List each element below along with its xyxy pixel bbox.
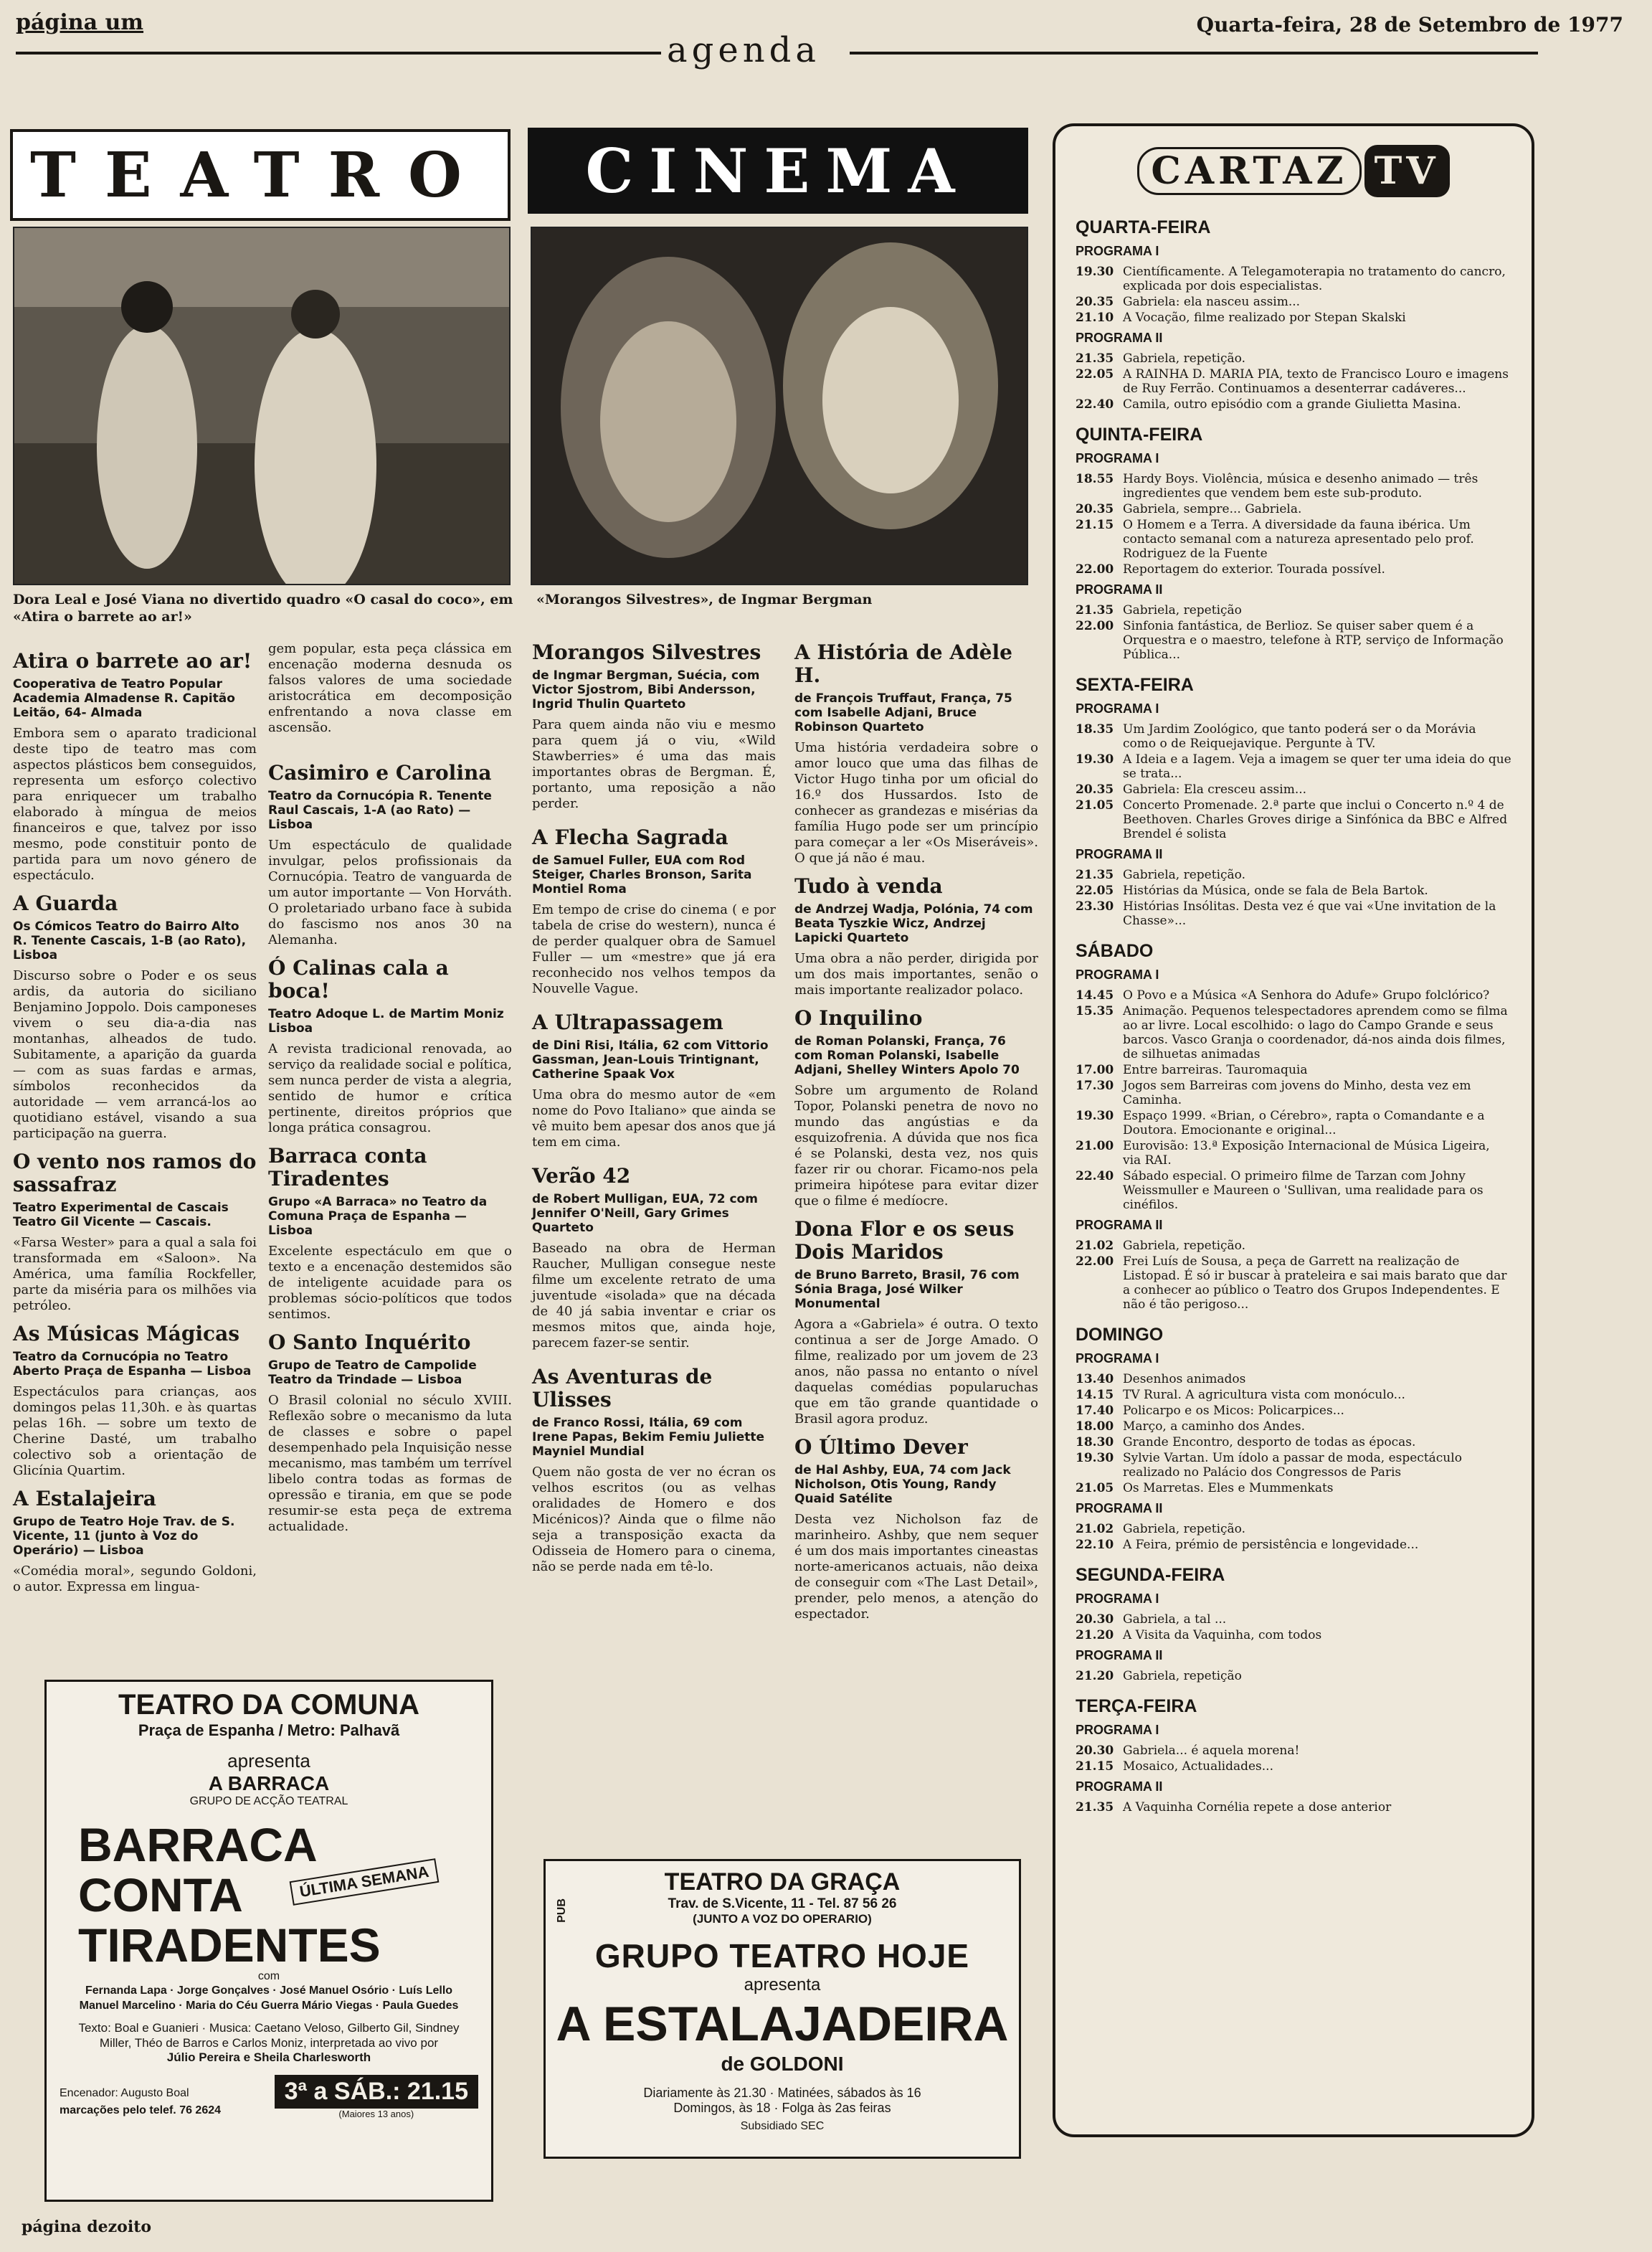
tv-listing-time: 23.30	[1076, 899, 1114, 914]
tv-listing	[1076, 752, 1511, 781]
item-body: Excelente espectáculo em que o texto e a encenação destemidos são de inteligente acuidade para os problemas sócio-políticos que todos sentimos.	[268, 1244, 512, 1322]
tv-listing-description: Entre barreiras. Tauromaquia	[1123, 1063, 1308, 1077]
tv-listing	[1076, 619, 1511, 662]
tv-listing	[1076, 351, 1511, 366]
item-body: Discurso sobre o Poder e os seus ardis, da autoria do siciliano Benjamino Joppolo. Dois camponeses vivem o seu dia-a-dia nas montanhas, alheados de tudo. Subitamente, a aparição da guarda — com as suas fardas e armas, símbolos reconhecidos da autoridade — vem arrancá-los ao quotidiano estável, visando a sua participação na guerra.	[13, 968, 257, 1141]
tv-listing	[1076, 1063, 1511, 1077]
tv-listing	[1076, 798, 1511, 841]
tv-listing-description: Histórias Insólitas. Desta vez é que vai «Une invitation de la Chasse»...	[1123, 899, 1496, 928]
cinema-column-1	[532, 637, 776, 1584]
tv-listing	[1076, 1239, 1511, 1253]
tv-listing-time: 21.00	[1076, 1139, 1114, 1153]
teatro-item-9	[268, 1331, 512, 1535]
tv-listing	[1076, 1169, 1511, 1212]
item-body: Um espectáculo de qualidade invulgar, pelos profissionais da Cornucópia. Teatro de vanguarda de um autor importante — Von Horváth. O proletariado urbano face à subida do fascismo nos anos 30 na Alemanha.	[268, 838, 512, 947]
section-title: agenda	[667, 30, 821, 70]
masthead-left: página um	[16, 10, 144, 35]
item-title: Atira o barrete ao ar!	[13, 649, 252, 673]
cartaz-tv-box	[1053, 123, 1534, 2137]
tv-listing-time: 21.20	[1076, 1669, 1114, 1683]
cinema-item-10	[794, 1436, 1038, 1622]
item-meta: Grupo «A Barraca» no Teatro da Comuna Praça de Espanha — Lisboa	[268, 1195, 488, 1238]
tv-listing-description: Concerto Promenade. 2.ª parte que inclui o Concerto n.º 4 de Beethoven. Charles Groves dirige a Sinfónica da BBC e Alfred Brendel é solista	[1123, 798, 1508, 841]
tv-listing-description: Grande Encontro, desporto de todas as épocas.	[1123, 1435, 1416, 1449]
item-title: As Aventuras de Ulisses	[532, 1365, 713, 1411]
tv-listing-time: 21.02	[1076, 1522, 1114, 1536]
item-meta: Cooperativa de Teatro Popular Academia Almadense R. Capitão Leitão, 64- Almada	[13, 677, 235, 720]
item-body: O Brasil colonial no século XVIII. Reflexão sobre o mecanismo da luta de classes e sobre o papel desempenhado pela Inquisição nesse mecanismo, mas também um terrível libelo contra todas as formas de opressão e tirania, em que se pode resumir-se esta peça de extrema actualidade.	[268, 1393, 512, 1534]
item-title: Morangos Silvestres	[532, 640, 761, 664]
tv-listing-description: A RAINHA D. MARIA PIA, texto de Francisco Louro e imagens de Ruy Ferrão. Continuamos a desenterrar cadáveres...	[1123, 367, 1509, 396]
tv-listing-time: 22.40	[1076, 1169, 1114, 1183]
tv-listing-description: Gabriela, repetição.	[1123, 351, 1245, 366]
item-body: Espectáculos para crianças, aos domingos pelas 11,30h. e às quartas pelas 16h. — sobre um texto de Cherine Dasté, um trabalho colectivo sob a orientação de Glicínia Quartim.	[13, 1384, 257, 1478]
tv-listing-description: Um Jardim Zoológico, que tanto poderá ser o da Morávia como o de Reiquejavique. Pergunte à TV.	[1123, 722, 1476, 751]
item-title: Barraca conta Tiradentes	[268, 1144, 427, 1191]
item-meta: de Bruno Barreto, Brasil, 76 com Sónia Braga, José Wilker Monumental	[794, 1268, 1020, 1311]
tv-listing-time: 20.35	[1076, 502, 1114, 516]
tv-listing-time: 21.20	[1076, 1628, 1114, 1642]
ad-teatro-da-graca	[543, 1859, 1021, 2159]
tv-listing-time: 14.15	[1076, 1388, 1114, 1402]
tv-listing-description: Gabriela... é aquela morena!	[1123, 1744, 1300, 1758]
tv-listing-time: 22.00	[1076, 1254, 1114, 1269]
tv-day-heading: TERÇA-FEIRA	[1076, 1696, 1197, 1716]
tv-listing-time: 21.05	[1076, 1481, 1114, 1495]
tv-listing-time: 21.02	[1076, 1239, 1114, 1253]
tv-listing	[1076, 472, 1511, 501]
item-meta: Teatro da Cornucópia no Teatro Aberto Praça de Espanha — Lisboa	[13, 1350, 252, 1378]
tv-listing-description: A Vaquinha Cornélia repete a dose anterior	[1123, 1800, 1392, 1815]
item-meta: de Samuel Fuller, EUA com Rod Steiger, Charles Bronson, Sarita Montiel Roma	[532, 853, 752, 896]
item-title: A Flecha Sagrada	[532, 825, 728, 849]
tv-listing-time: 21.35	[1076, 351, 1114, 366]
tv-listing-description: Gabriela, repetição.	[1123, 868, 1245, 882]
item-meta: de Hal Ashby, EUA, 74 com Jack Nicholson, Otis Young, Randy Quaid Satélite	[794, 1463, 1011, 1506]
cinema-item-8	[794, 1007, 1038, 1209]
cinema-item-1	[532, 641, 776, 812]
item-body: gem popular, esta peça clássica em encenação moderna desnuda os falsos valores de uma sociedade aristocrática em decomposição enfrentando a nova classe em ascensão.	[268, 641, 512, 735]
tv-listing-time: 18.55	[1076, 472, 1114, 486]
tv-program-heading: PROGRAMA I	[1076, 967, 1159, 982]
ad-graca-group: GRUPO TEATRO HOJE	[594, 1937, 970, 1974]
tv-listing	[1076, 518, 1511, 561]
tv-listing-time: 14.45	[1076, 988, 1114, 1003]
tv-listing	[1076, 1800, 1511, 1815]
item-body: «Farsa Wester» para a qual a sala foi transformada em «Saloon». Na América, uma família Rockfeller, parte da miséria para os milhões via petróleo.	[13, 1235, 257, 1313]
tv-listing	[1076, 899, 1511, 928]
item-title: Dona Flor e os seus Dois Maridos	[794, 1217, 1015, 1264]
tv-listing-description: Científicamente. A Telegamoterapia no tratamento do cancro, explicada por dois especialistas.	[1123, 265, 1506, 293]
tv-listing-time: 21.35	[1076, 1800, 1114, 1815]
tv-listing-description: Reportagem do exterior. Tourada possível.	[1123, 562, 1385, 577]
item-body: Sobre um argumento de Roland Topor, Polanski penetra de novo no mundo das angústias e da esquizofrenia. A dúvida que nos fica é se Polanski, desta vez, nos quis fazer rir ou chorar. Ficamo-nos pela primeira hipótese para evitar dizer que o filme é medíocre.	[794, 1083, 1038, 1208]
item-title: Tudo à venda	[794, 874, 943, 898]
tv-listing-time: 22.05	[1076, 884, 1114, 898]
item-meta: de Dini Risi, Itália, 62 com Vittorio Gassman, Jean-Louis Trintignant, Catherine Spaak Vox	[532, 1039, 769, 1082]
item-title: Verão 42	[532, 1164, 631, 1188]
teatro-item-3	[13, 1150, 257, 1314]
item-body: Em tempo de crise do cinema ( e por tabela de crise do western), nunca é de perder qualquer obra de Samuel Fuller — um «mestre» que já era reconhecido nos velhos tempos da Nouvelle Vague.	[532, 902, 776, 996]
tv-listing	[1076, 603, 1511, 618]
tv-day-heading: QUARTA-FEIRA	[1076, 217, 1211, 237]
tv-listing	[1076, 1109, 1511, 1137]
tv-program-heading: PROGRAMA II	[1076, 331, 1163, 345]
item-meta: Grupo de Teatro Hoje Trav. de S. Vicente, 11 (junto à Voz do Operário) — Lisboa	[13, 1515, 235, 1558]
ad-comuna-stamp: ÚLTIMA SEMANA	[290, 1858, 440, 1906]
tv-day-heading: SEXTA-FEIRA	[1076, 675, 1194, 695]
cinema-column-2	[794, 637, 1038, 1631]
tv-listing	[1076, 295, 1511, 309]
masthead-rule-right	[850, 52, 1538, 55]
item-title: A História de Adèle H.	[794, 640, 1012, 687]
tv-listing-description: Espaço 1999. «Brian, o Cérebro», rapta o Comandante e a Doutora. Emocionante e original...	[1123, 1109, 1485, 1137]
item-body: Para quem ainda não viu e mesmo para quem já o viu, «Wild Stawberries» é uma das mais importantes obras de Bergman. É, portanto, uma reposição a não perder.	[532, 717, 776, 811]
tv-listing-time: 17.40	[1076, 1404, 1114, 1418]
tv-listing-time: 21.35	[1076, 868, 1114, 882]
tv-listing-description: Animação. Pequenos telespectadores aprendem como se filma ao ar livre. Local escolhido: o lago do Campo Grande e seus barcos. Vasco Granja o coordenador, dá-nos ainda dois filmes, de silhuetas animadas	[1123, 1004, 1508, 1061]
item-meta: de Roman Polanski, França, 76 com Roman Polanski, Isabelle Adjani, Shelley Winters Apolo 70	[794, 1034, 1020, 1077]
tv-program-heading: PROGRAMA I	[1076, 1351, 1159, 1366]
tv-listing-description: Camila, outro episódio com a grande Giulietta Masina.	[1123, 397, 1461, 412]
tv-program-heading: PROGRAMA I	[1076, 1591, 1159, 1606]
cinema-header	[528, 128, 1028, 214]
tv-listing	[1076, 1435, 1511, 1449]
tv-listing-description: Gabriela: ela nasceu assim...	[1123, 295, 1301, 309]
teatro-header	[10, 129, 511, 221]
tv-listing-time: 20.35	[1076, 782, 1114, 797]
ad-graca-address: Trav. de S.Vicente, 11 - Tel. 87 56 26	[668, 1896, 897, 1911]
tv-listing	[1076, 265, 1511, 293]
teatro-item-4	[13, 1323, 257, 1479]
tv-listing-description: A Visita da Vaquinha, com todos	[1123, 1628, 1322, 1642]
item-body: Agora a «Gabriela» é outra. O texto continua a ser de Jorge Amado. O filme, realizado por um jovem de 23 anos, não passa no entanto o nível daquelas comédias popularuchas que em tão grande quantidade o Brasil agora produz.	[794, 1317, 1038, 1427]
tv-listing-time: 20.30	[1076, 1612, 1114, 1627]
tv-listing-time: 21.05	[1076, 798, 1114, 813]
tv-listing-description: Frei Luís de Sousa, a peça de Garrett na realização de Listopad. É só ir buscar à prateleira e sai mais barato que dar a conhecer ao público o Teatro dos Grupos Independentes. E não é tão perigoso...	[1123, 1254, 1507, 1312]
tv-listing	[1076, 1404, 1511, 1418]
tv-listing-description: Sábado especial. O primeiro filme de Tarzan com Johny Weissmuller e Maureen o 'Sullivan, uma realidade para os cinéfilos.	[1123, 1169, 1484, 1212]
teatro-photo-caption: Dora Leal e José Viana no divertido quadro «O casal do coco», em «Atira o barrete ao ar!»	[13, 592, 513, 625]
tv-day-heading: SEGUNDA-FEIRA	[1076, 1565, 1225, 1585]
tv-listing-time: 21.15	[1076, 1759, 1114, 1774]
tv-listing	[1076, 1481, 1511, 1495]
tv-listing	[1076, 1372, 1511, 1386]
cinema-item-5	[532, 1366, 776, 1575]
ad-comuna-cast: Fernanda Lapa · Jorge Gonçalves · José Manuel Osório · Luís Lello Manuel Marcelino · Maria do Céu Guerra Mário Viegas · Paula Guedes	[79, 1984, 459, 2012]
item-title: Ó Calinas cala a boca!	[268, 956, 449, 1003]
tv-listing	[1076, 562, 1511, 577]
item-meta: de Robert Mulligan, EUA, 72 com Jennifer O'Neill, Gary Grimes Quarteto	[532, 1192, 758, 1235]
teatro-column-1	[13, 645, 257, 1604]
tv-listing	[1076, 1612, 1511, 1627]
item-meta: Teatro da Cornucópia R. Tenente Raul Cascais, 1-A (ao Rato) — Lisboa	[268, 789, 492, 832]
cinema-item-4	[532, 1165, 776, 1351]
cinema-item-9	[794, 1218, 1038, 1427]
item-title: A Estalajeira	[13, 1487, 156, 1510]
item-title: O Último Dever	[794, 1435, 968, 1459]
tv-listing-description: Sinfonia fantástica, de Berlioz. Se quiser saber quem é a Orquestra e o maestro, telefone à RTP, serviço de Informação Pública...	[1123, 619, 1504, 662]
item-title: As Músicas Mágicas	[13, 1322, 239, 1345]
tv-listing-description: Gabriela, a tal ...	[1123, 1612, 1227, 1627]
item-body: Uma obra a não perder, dirigida por um dos mais importantes, senão o mais importante realizador polaco.	[794, 951, 1038, 998]
tv-listing-description: A Ideia e a Iagem. Veja a imagem se quer ter uma ideia do que se trata...	[1123, 752, 1511, 781]
item-body: Embora sem o aparato tradicional deste tipo de teatro mas com aspectos plásticos bem conseguidos, representa um esforço colectivo para enriquecer um trabalho elaborado à míngua de meios financeiros e que, talvez por isso mesmo, pode constituir ponto de partida para um novo género de espectáculo.	[13, 726, 257, 883]
ad-comuna-group-sub: GRUPO DE ACÇÃO TEATRAL	[189, 1795, 348, 1807]
tv-listing	[1076, 1419, 1511, 1434]
tv-day-heading: DOMINGO	[1076, 1325, 1164, 1345]
ad-comuna-com: com	[257, 1970, 280, 1982]
tv-listing-description: Gabriela, repetição.	[1123, 1239, 1245, 1253]
masthead-date: Quarta-feira, 28 de Setembro de 1977	[1196, 13, 1623, 37]
tv-listing-description: Gabriela, repetição	[1123, 603, 1242, 618]
tv-listing-time: 17.00	[1076, 1063, 1114, 1077]
ad-comuna-show-line1: BARRACA	[78, 1818, 318, 1871]
tv-logo-badge: TV	[1364, 145, 1450, 197]
tv-listing-time: 22.00	[1076, 619, 1114, 633]
item-meta: Teatro Adoque L. de Martim Moniz Lisboa	[268, 1007, 504, 1036]
tv-listing-description: Sylvie Vartan. Um ídolo a passar de moda, espectáculo realizado no Palácio dos Congressos de Paris	[1123, 1451, 1462, 1480]
ad-comuna-age: (Maiores 13 anos)	[338, 2109, 414, 2119]
item-title: O Inquilino	[794, 1006, 923, 1030]
tv-listing-description: TV Rural. A agricultura vista com monóculo...	[1123, 1388, 1405, 1402]
ad-teatro-da-comuna	[44, 1680, 493, 2202]
ad-graca-apresenta: apresenta	[744, 1975, 821, 1995]
tv-day-heading: QUINTA-FEIRA	[1076, 425, 1203, 445]
ad-graca-title: TEATRO DA GRAÇA	[664, 1868, 901, 1896]
tv-listing	[1076, 884, 1511, 898]
tv-listing-time: 19.30	[1076, 265, 1114, 279]
teatro-item-2	[13, 892, 257, 1142]
tv-listing	[1076, 868, 1511, 882]
tv-listing	[1076, 782, 1511, 797]
tv-listing-time: 22.10	[1076, 1538, 1114, 1552]
tv-listing-description: Histórias da Música, onde se fala de Bela Bartok.	[1123, 884, 1428, 898]
tv-listing-description: A Feira, prémio de persistência e longevidade...	[1123, 1538, 1419, 1552]
ad-graca-show: A ESTALAJADEIRA	[556, 1997, 1009, 2051]
tv-listing	[1076, 1004, 1511, 1061]
tv-listing-description: O Povo e a Música «A Senhora do Adufe» Grupo folclórico?	[1123, 988, 1490, 1003]
tv-listing	[1076, 1388, 1511, 1402]
item-body: Quem não gosta de ver no écran os velhos escritos (ou as velhas oralidades de Homero e dos Micénicos)? Ainda que o filme não seja a transposição exacta da Odisseia de Homero para o cinema, não se perde nada em tê-lo.	[532, 1465, 776, 1574]
tv-listing-time: 13.40	[1076, 1372, 1114, 1386]
tv-listing	[1076, 988, 1511, 1003]
tv-listing-description: Desenhos animados	[1123, 1372, 1246, 1386]
tv-listing-description: Gabriela, repetição.	[1123, 1522, 1245, 1536]
cinema-photo-image	[532, 228, 1027, 584]
cinema-photo	[531, 227, 1028, 585]
ad-comuna-title: TEATRO DA COMUNA	[118, 1689, 419, 1721]
tv-listing	[1076, 397, 1511, 412]
tv-program-heading: PROGRAMA I	[1076, 451, 1159, 465]
teatro-item-1	[13, 650, 257, 884]
teatro-item-7	[268, 957, 512, 1136]
tv-program-heading: PROGRAMA II	[1076, 1779, 1163, 1794]
tv-listing-time: 20.30	[1076, 1744, 1114, 1758]
item-body: Uma história verdadeira sobre o amor louco que uma das filhas de Victor Hugo tinha por um oficial do 16.º dos Hussardos. Isto de conhecer as grandezas e misérias da família Hugo pode ser um princípio para começar a ler «Os Miseráveis». O que já não é mau.	[794, 740, 1038, 866]
item-meta: de Franco Rossi, Itália, 69 com Irene Papas, Bekim Femiu Juliette Mayniel Mundial	[532, 1416, 765, 1459]
tv-listing	[1076, 311, 1511, 325]
tv-program-heading: PROGRAMA II	[1076, 1501, 1163, 1515]
tv-listing-description: O Homem e a Terra. A diversidade da fauna ibérica. Um contacto semanal com a natureza apresentado pelo prof. Rodriguez de la Fuente	[1123, 518, 1474, 561]
tv-listing	[1076, 1254, 1511, 1312]
tv-listing	[1076, 1079, 1511, 1107]
tv-listing-time: 15.35	[1076, 1004, 1114, 1018]
tv-listing	[1076, 1139, 1511, 1168]
item-body: «Comédia moral», segundo Goldoni, o autor. Expressa em lingua-	[13, 1563, 257, 1594]
tv-program-heading: PROGRAMA II	[1076, 1218, 1163, 1232]
item-meta: Grupo de Teatro de Campolide Teatro da Trindade — Lisboa	[268, 1358, 477, 1387]
tv-listing-description: Gabriela, repetição	[1123, 1669, 1242, 1683]
tv-listing-time: 18.35	[1076, 722, 1114, 737]
tv-listing	[1076, 1669, 1511, 1683]
ad-graca-schedule-1: Diariamente às 21.30 · Matinées, sábados às 16	[643, 2086, 921, 2100]
item-meta: Teatro Experimental de Cascais Teatro Gil Vicente — Cascais.	[13, 1201, 229, 1229]
ad-comuna-director: Encenador: Augusto Boal	[60, 2087, 189, 2099]
item-meta: de François Truffaut, França, 75 com Isabelle Adjani, Bruce Robinson Quarteto	[794, 691, 1012, 734]
tv-listing-time: 19.30	[1076, 1451, 1114, 1465]
tv-program-heading: PROGRAMA II	[1076, 582, 1163, 597]
tv-schedule	[1055, 197, 1532, 1815]
ad-comuna-show-line2: CONTA	[78, 1868, 243, 1921]
cartaz-logo-text: CARTAZ	[1137, 147, 1361, 195]
cinema-item-3	[532, 1011, 776, 1150]
item-title: Casimiro e Carolina	[268, 761, 492, 785]
item-title: O vento nos ramos do sassafraz	[13, 1150, 257, 1196]
item-title: A Ultrapassagem	[532, 1011, 723, 1034]
tv-listing-time: 19.30	[1076, 1109, 1114, 1123]
item-meta: de Ingmar Bergman, Suécia, com Victor Sjostrom, Bibi Andersson, Ingrid Thulin Quarteto	[532, 668, 760, 711]
tv-day-heading: SÁBADO	[1076, 941, 1154, 961]
item-body: A revista tradicional renovada, ao serviço da realidade social e política, sem nunca perder de vista a alegria, sentido de humor e crítica pertinente, direitos próprios que longa prática consagrou.	[268, 1041, 512, 1135]
tv-listing-time: 19.30	[1076, 752, 1114, 767]
ad-graca-author: de GOLDONI	[721, 2053, 844, 2075]
tv-listing-description: Gabriela, sempre... Gabriela.	[1123, 502, 1302, 516]
tv-program-heading: PROGRAMA II	[1076, 847, 1163, 861]
teatro-photo	[13, 227, 511, 585]
tv-program-heading: PROGRAMA I	[1076, 701, 1159, 716]
item-meta: de Andrzej Wadja, Polónia, 74 com Beata Tyszkie Wicz, Andrzej Lapicki Quarteto	[794, 902, 1033, 945]
cinema-item-7	[794, 875, 1038, 998]
tv-listing	[1076, 367, 1511, 396]
ad-comuna-address: Praça de Espanha / Metro: Palhavã	[138, 1721, 400, 1739]
ad-graca-schedule-2: Domingos, às 18 · Folga às 2as feiras	[673, 2101, 891, 2115]
cinema-item-6	[794, 641, 1038, 866]
teatro-photo-image	[14, 228, 509, 584]
ad-comuna-schedule: 3ª a SÁB.: 21.15	[275, 2075, 478, 2109]
item-meta: Os Cómicos Teatro do Bairro Alto R. Tenente Cascais, 1-B (ao Rato), Lisboa	[13, 919, 247, 962]
tv-listing-time: 22.40	[1076, 397, 1114, 412]
ad-graca-pub: PUB	[555, 1898, 568, 1923]
teatro-header-text: TEATRO	[30, 138, 490, 212]
teatro-column-2	[268, 641, 512, 1543]
footer-page-number: página dezoito	[22, 2218, 152, 2236]
tv-listing-time: 21.35	[1076, 603, 1114, 618]
tv-listing-time: 18.00	[1076, 1419, 1114, 1434]
ad-comuna-apresenta: apresenta	[227, 1750, 310, 1771]
cinema-item-2	[532, 826, 776, 997]
cinema-photo-caption: «Morangos Silvestres», de Ingmar Bergman	[536, 592, 873, 607]
tv-listing	[1076, 722, 1511, 751]
tv-listing-description: Mosaico, Actualidades...	[1123, 1759, 1273, 1774]
tv-listing-time: 22.05	[1076, 367, 1114, 382]
tv-listing-time: 20.35	[1076, 295, 1114, 309]
tv-listing	[1076, 502, 1511, 516]
tv-listing-description: Hardy Boys. Violência, música e desenho animado — três ingredientes que vendem bem este sub-produto.	[1123, 472, 1478, 501]
ad-graca-subsidy: Subsidiado SEC	[740, 2120, 825, 2132]
item-title: O Santo Inquérito	[268, 1330, 471, 1354]
teatro-item-continued	[268, 641, 512, 736]
tv-program-heading: PROGRAMA I	[1076, 1723, 1159, 1737]
item-body: Baseado na obra de Herman Raucher, Mulligan consegue neste filme um excelente retrato de uma juventude «isolada» que na década de 40 já sabia inventar e criar os mesmos mitos que, ainda hoje, parecem fazer-se sentir.	[532, 1241, 776, 1350]
ad-graca-address2: (JUNTO A VOZ DO OPERARIO)	[693, 1912, 872, 1926]
tv-listing-description: Eurovisão: 13.ª Exposição Internacional de Música Ligeira, via RAI.	[1123, 1139, 1490, 1168]
tv-listing	[1076, 1522, 1511, 1536]
tv-listing-time: 21.10	[1076, 311, 1114, 325]
tv-program-heading: PROGRAMA I	[1076, 244, 1159, 258]
ad-comuna-group: A BARRACA	[208, 1772, 330, 1794]
tv-listing	[1076, 1759, 1511, 1774]
teatro-item-6	[268, 762, 512, 948]
ad-comuna-phone: marcações pelo telef. 76 2624	[60, 2104, 222, 2116]
tv-listing-time: 22.00	[1076, 562, 1114, 577]
tv-listing-description: Policarpo e os Micos: Policarpices...	[1123, 1404, 1344, 1418]
cartaz-tv-logo	[1055, 145, 1532, 197]
ad-comuna-performers: Júlio Pereira e Sheila Charlesworth	[166, 2050, 371, 2064]
item-title: A Guarda	[13, 891, 118, 915]
tv-listing-description: Março, a caminho dos Andes.	[1123, 1419, 1306, 1434]
tv-listing-description: Jogos sem Barreiras com jovens do Minho, desta vez em Caminha.	[1123, 1079, 1471, 1107]
ad-comuna-show-line3: TIRADENTES	[78, 1919, 381, 1972]
masthead-rule-left	[16, 52, 661, 55]
teatro-item-5	[13, 1487, 257, 1595]
item-body: Uma obra do mesmo autor de «em nome do Povo Italiano» que ainda se vê muito bem apesar dos anos que já tem em cima.	[532, 1087, 776, 1150]
tv-listing	[1076, 1451, 1511, 1480]
tv-listing-time: 17.30	[1076, 1079, 1114, 1093]
tv-listing	[1076, 1744, 1511, 1758]
tv-listing-time: 18.30	[1076, 1435, 1114, 1449]
teatro-item-8	[268, 1145, 512, 1323]
tv-program-heading: PROGRAMA II	[1076, 1648, 1163, 1662]
tv-listing-time: 21.15	[1076, 518, 1114, 532]
tv-listing-description: A Vocação, filme realizado por Stepan Skalski	[1123, 311, 1406, 325]
cinema-header-text: CINEMA	[585, 135, 971, 207]
tv-listing-description: Os Marretas. Eles e Mummenkats	[1123, 1481, 1334, 1495]
ad-comuna-credits: Texto: Boal e Guanieri · Musica: Caetano Veloso, Gilberto Gil, Sindney Miller, Théo de Barros e Carlos Moniz, interpretada ao vivo por	[78, 2021, 460, 2050]
tv-listing	[1076, 1538, 1511, 1552]
tv-listing-description: Gabriela: Ela cresceu assim...	[1123, 782, 1307, 797]
item-body: Desta vez Nicholson faz de marinheiro. Ashby, que nem sequer é um dos mais importantes cineastas norte-americanos actuais, não deixa de conseguir com «The Last Detail», prender, pelo menos, a atenção do espectador.	[794, 1512, 1038, 1622]
tv-listing	[1076, 1628, 1511, 1642]
